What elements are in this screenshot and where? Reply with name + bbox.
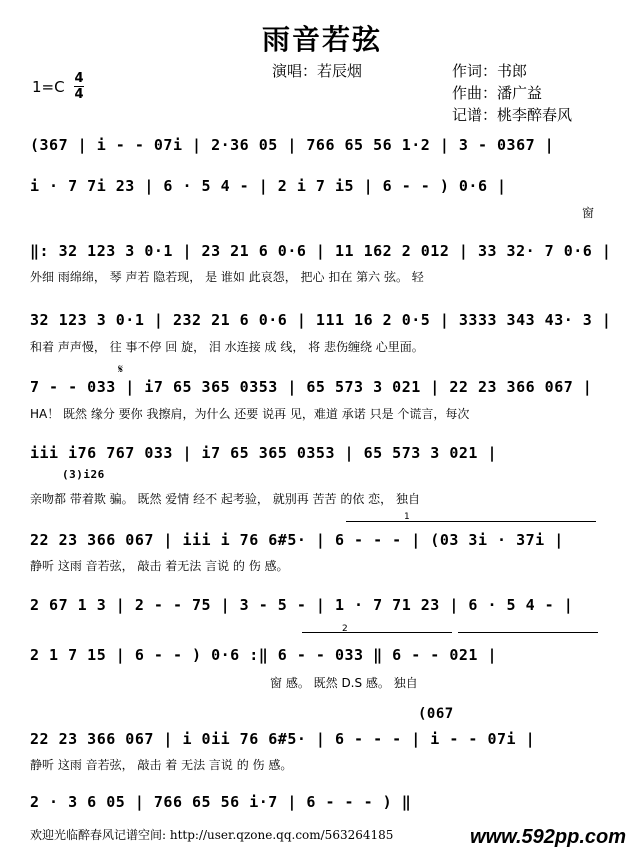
transcriber-credit: 记谱：桃李醉春风 xyxy=(452,106,573,124)
system-3-notes: ‖: 32 123 3 0·1 | 23 21 6 0·6 | 11 162 2 012 | 33 32· 7 0·6 | xyxy=(30,242,612,260)
system-2-notes: i · 7 7i 23 | 6 · 5 4 - | 2 i 7 i5 | 6 - - ) 0·6 | xyxy=(30,177,507,195)
system-1-notes: (367 | i - - 07i | 2·36 05 | 766 65 56 1·2 | 3 - 0367 | xyxy=(30,136,555,154)
time-signature-top: 4 xyxy=(74,71,84,86)
footer-credit: 欢迎光临醉春风记谱空间: http://user.qzone.qq.com/563264185 xyxy=(30,828,394,842)
system-4-notes: 32 123 3 0·1 | 232 21 6 0·6 | 111 16 2 0·5 | 3333 343 43· 3 | xyxy=(30,311,612,329)
system-3-lyrics: 外细 雨绵绵， 琴 声若 隐若现， 是 谁如 此哀怨， 把心 扣在 第六 弦。 轻 xyxy=(30,270,424,284)
song-title: 雨音若弦 xyxy=(261,23,382,56)
system-7-notes: 22 23 366 067 | iii i 76 6#5· | 6 - - - | (03 3i · 37i | xyxy=(30,531,564,549)
lyricist-credit: 作词：书郎 xyxy=(452,62,528,80)
singer-credit: 演唱：若辰烟 xyxy=(272,62,363,80)
repeat-sub-note: (3)i26 xyxy=(62,468,105,481)
volta-1-label: 1 xyxy=(404,512,410,522)
system-8-notes: 2 67 1 3 | 2 - - 75 | 3 - 5 - | 1 · 7 71 23 | 6 · 5 4 - | xyxy=(30,596,574,614)
pickup-notes: (067 xyxy=(418,706,454,722)
system-6-lyrics: 亲吻都 带着欺 骗。 既然 爱情 经不 起考验， 就别再 苦苦 的依 恋， 独自 xyxy=(30,492,420,506)
system-10-lyrics: 静听 这雨 音若弦， 敲击 着 无法 言说 的 伤 感。 xyxy=(30,758,293,772)
system-2-lyrics: 窗 xyxy=(582,206,595,220)
key-signature: 1=C xyxy=(32,78,65,96)
system-5-notes: 7 - - 033 | i7 65 365 0353 | 65 573 3 021 | 22 23 366 067 | xyxy=(30,378,593,396)
system-9-lyrics: 窗 感。 既然 D.S 感。 独自 xyxy=(270,676,418,690)
composer-credit: 作曲：潘广益 xyxy=(452,84,543,102)
system-7-lyrics: 静听 这雨 音若弦， 敲击 着无法 言说 的 伤 感。 xyxy=(30,559,289,573)
time-signature-bottom: 4 xyxy=(74,87,84,102)
volta-1-bracket xyxy=(346,521,596,522)
system-5-lyrics: HA！ 既然 缘分 要你 我擦肩，为什么 还要 说再 见，难道 承诺 只是 个谎言，每次 xyxy=(30,407,470,421)
time-signature xyxy=(74,72,84,101)
system-6-notes: iii i76 767 033 | i7 65 365 0353 | 65 573 3 021 | xyxy=(30,444,498,462)
segno-icon: 𝄋 xyxy=(118,362,124,376)
system-11-notes: 2 · 3 6 05 | 766 65 56 i·7 | 6 - - - ) ‖ xyxy=(30,793,412,811)
system-4-lyrics: 和着 声声慢， 往 事不停 回 旋， 泪 水连接 成 线， 将 悲伤缠绕 心里面。 xyxy=(30,340,424,354)
coda-bracket xyxy=(458,632,598,633)
system-9-notes: 2 1 7 15 | 6 - - ) 0·6 :‖ 6 - - 033 ‖ 6 - - 021 | xyxy=(30,646,498,664)
volta-2-bracket xyxy=(302,632,452,633)
site-watermark: www.592pp.com xyxy=(470,826,626,848)
volta-2-label: 2 xyxy=(342,624,348,634)
system-10-notes: 22 23 366 067 | i 0ii 76 6#5· | 6 - - - | i - - 07i | xyxy=(30,730,536,748)
